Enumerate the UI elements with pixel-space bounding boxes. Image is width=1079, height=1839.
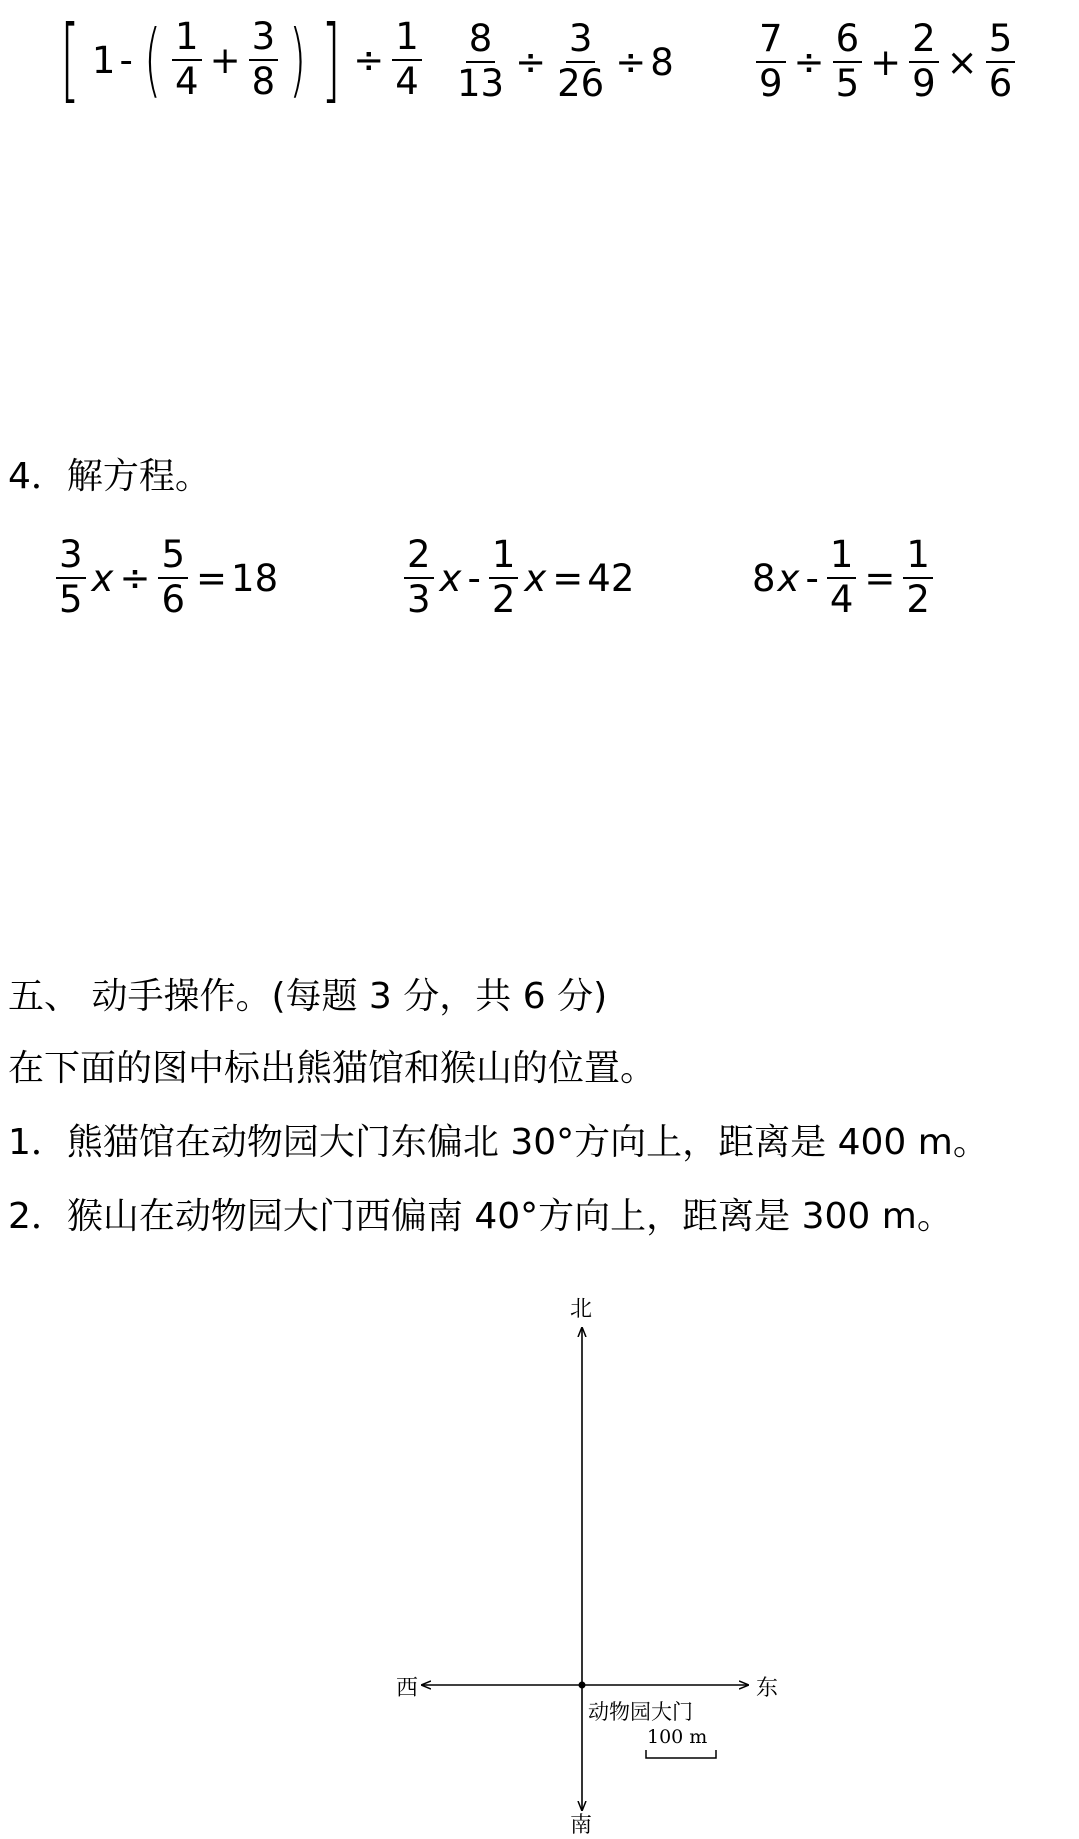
numerator: 7 [756,20,786,63]
number: 1 [91,38,116,82]
variable-x: x [777,556,800,600]
section-4-title: 4．解方程。 [8,456,211,497]
denominator: 26 [557,62,605,105]
operator: ÷ [119,556,151,600]
origin-label: 动物园大门 [588,1700,693,1724]
south-label: 南 [570,1813,593,1838]
equals-sign: = [864,556,896,600]
denominator: 13 [457,62,505,105]
operator: ÷ [353,38,385,82]
numerator: 8 [466,20,496,63]
operator: - [467,556,481,600]
fraction [986,17,1016,105]
fraction [392,15,422,103]
fraction [404,533,434,621]
number: 42 [587,556,635,600]
denominator: 4 [829,578,854,621]
denominator: 6 [988,62,1013,105]
denominator: 9 [912,62,936,105]
operator: ÷ [615,40,647,84]
denominator: 8 [251,60,276,103]
operator: ÷ [515,40,547,84]
fraction [833,17,863,105]
left-square-bracket: [ [60,6,80,113]
equation-3 [752,528,937,628]
denominator: 5 [835,62,860,105]
numerator: 5 [158,536,188,579]
numerator: 3 [249,18,279,61]
right-paren: ) [289,13,307,106]
scale-label: 100 m [647,1726,708,1748]
fraction [249,15,279,103]
fraction [158,533,188,621]
denominator: 3 [407,578,431,621]
numerator: 1 [392,18,422,61]
fraction [909,17,939,105]
operator: + [870,40,902,84]
numerator: 2 [909,20,939,63]
numerator: 3 [566,20,596,63]
denominator: 9 [759,62,783,105]
operator: ÷ [793,40,825,84]
denominator: 5 [59,578,83,621]
operator: + [209,38,241,82]
operator: - [119,38,133,82]
fraction [827,533,857,621]
origin-point [579,1682,586,1689]
right-square-bracket: ] [321,6,342,113]
numerator: 5 [986,20,1016,63]
section-5-heading: 五、 动手操作。(每题 3 分，共 6 分) [8,976,608,1017]
left-paren: ( [143,13,162,106]
fraction [489,533,519,621]
scale-bar [646,1750,716,1758]
operator: × [946,40,978,84]
variable-x: x [524,556,547,600]
variable-x: x [439,556,462,600]
task-item-2: 2．猴山在动物园大门西偏南 40°方向上，距离是 300 m。 [8,1196,953,1237]
fraction [756,17,786,105]
calc-expression-3 [752,12,1019,112]
compass-axes [0,1290,1079,1832]
denominator: 4 [175,60,199,103]
calc-expression-1 [52,4,426,116]
fraction [172,15,202,103]
denominator: 6 [161,578,186,621]
equation-1 [52,528,278,628]
numerator: 6 [833,20,863,63]
denominator: 4 [395,60,419,103]
variable-x: x [91,556,114,600]
fraction [554,17,607,105]
operator: - [805,556,819,600]
task-item-1: 1．熊猫馆在动物园大门东偏北 30°方向上，距离是 400 m。 [8,1122,989,1163]
numerator: 1 [903,536,933,579]
east-label: 东 [756,1676,779,1701]
equals-sign: = [552,556,584,600]
west-label: 西 [396,1676,419,1701]
fraction [903,533,933,621]
numerator: 2 [404,536,434,579]
numerator: 1 [489,536,519,579]
denominator: 2 [491,578,516,621]
numerator: 1 [172,18,202,61]
numerator: 3 [56,536,86,579]
compass-diagram [0,1290,1079,1838]
fraction [56,533,86,621]
number: 18 [231,556,279,600]
number: 8 [650,40,674,84]
number: 8 [752,556,776,600]
equals-sign: = [196,556,228,600]
denominator: 2 [906,578,930,621]
north-label: 北 [570,1297,593,1322]
calc-expression-2 [450,12,674,112]
numerator: 1 [827,536,857,579]
section-5-instruction: 在下面的图中标出熊猫馆和猴山的位置。 [8,1048,657,1089]
equation-2 [400,528,634,628]
fraction [454,17,507,105]
